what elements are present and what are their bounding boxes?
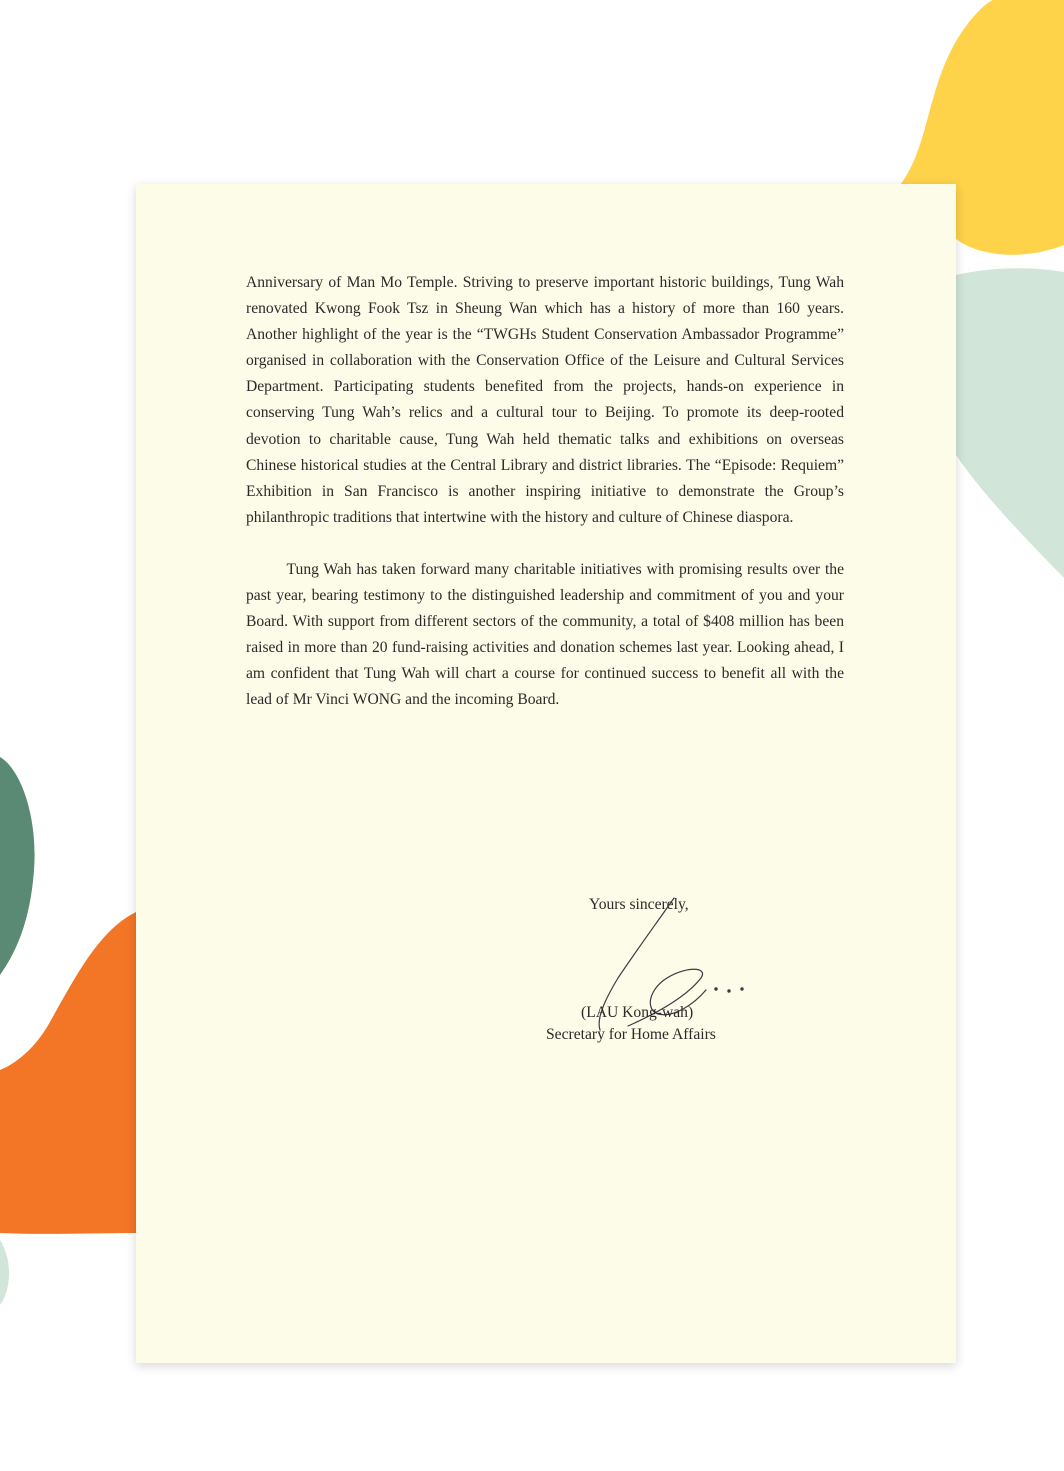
signatory-name: (LAU Kong-wah) — [581, 1004, 694, 1021]
signatory-title: Secretary for Home Affairs — [546, 1026, 716, 1043]
mint-blob-shape — [956, 268, 1064, 578]
paragraph-1: Anniversary of Man Mo Temple. Striving to preserve important historic buildings, Tung Wah renovated Kwong Fook Tsz in Sheung Wan which has a history of more than 160 years. Another highlight of the year is the “TWGHs Student Conservation Ambassador Programme” organised in collaboration with the Conservation Office of the Leisure and Cultural Services Department. Participating students benefited from the projects, hands-on experience in conserving Tung Wah’s relics and a cultural tour to Beijing. To promote its deep-rooted devotion to charitable cause, Tung Wah held thematic talks and exhibitions on overseas Chinese historical studies at the Central Library and district libraries. The “Episode: Requiem” Exhibition in San Francisco is another inspiring initiative to demonstrate the Group’s philanthropic traditions that intertwine with the history and culture of Chinese diaspora. — [246, 274, 844, 526]
letter-page — [136, 184, 956, 1363]
teal-blob-shape — [0, 757, 35, 975]
orange-blob-shape — [0, 912, 136, 1234]
mint-small-blob-shape — [0, 1240, 9, 1305]
closing-salutation: Yours sincerely, — [589, 896, 689, 913]
paragraph-2: Tung Wah has taken forward many charitable initiatives with promising results over the past year, bearing testimony to the distinguished leadership and commitment of you and your Board. With support from different sectors of the community, a total of $408 million has been raised in more than 20 fund-raising activities and donation schemes last year. Looking ahead, I am confident that Tung Wah will chart a course for continued success to benefit all with the lead of Mr Vinci WONG and the incoming Board. — [246, 560, 844, 709]
letter-body — [246, 270, 844, 714]
